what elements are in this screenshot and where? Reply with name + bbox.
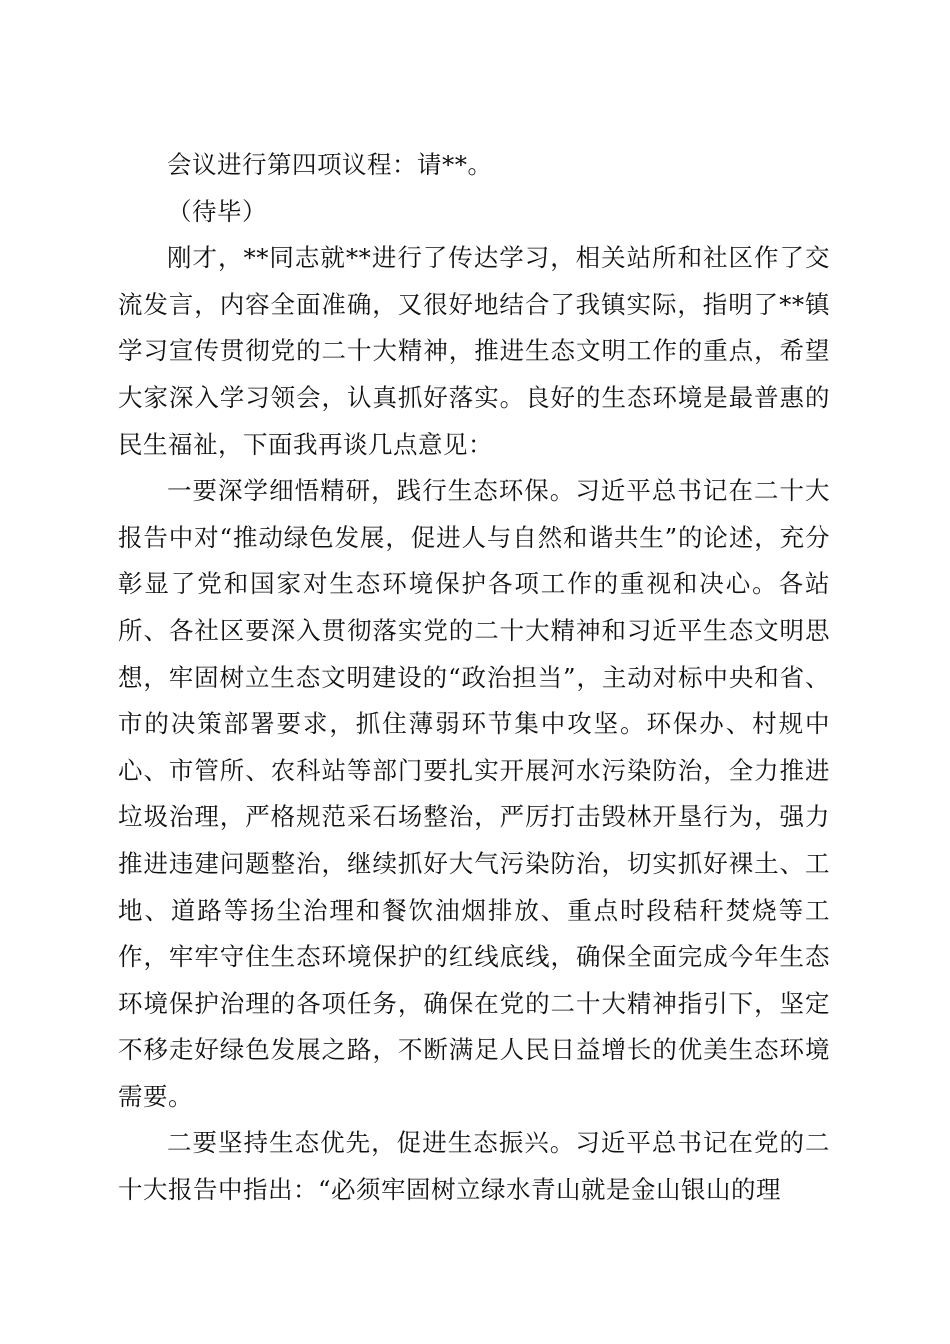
agenda-item-paragraph: 会议进行第四项议程：请**。 xyxy=(167,150,493,179)
summary-paragraph: 刚才，**同志就**进行了传达学习，相关站所和社区作了交流发言，内容全面准确，又很好地结合了我镇实际，指明了**镇学习宣传贯彻党的二十大精神，推进生态文明工作的重点，希望大家深入学习领会，认真抓好落实。良好的生态环境是最普惠的民生福祉，下面我再谈几点意见： xyxy=(118,243,830,459)
point-two-paragraph: 二要坚持生态优先，促进生态振兴。习近平总书记在党的二十大报告中指出：“必须牢固树立绿水青山就是金山银山的理 xyxy=(118,1128,830,1205)
point-one-paragraph: 一要深学细悟精研，践行生态环保。习近平总书记在二十大报告中对“推动绿色发展，促进人与自然和谐共生”的论述，充分彰显了党和国家对生态环境保护各项工作的重视和决心。各站所、各社区要深入贯彻落实党的二十大精神和习近平生态文明思想，牢固树立生态文明建设的“政治担当”，主动对标中央和省、市的决策部署要求，抓住薄弱环节集中攻坚。环保办、村规中心、市管所、农科站等部门要扎实开展河水污染防治，全力推进垃圾治理，严格规范采石场整治，严厉打击毁林开垦行为，强力推进违建问题整治，继续抓好大气污染防治，切实抓好裸土、工地、道路等扬尘治理和餐饮油烟排放、重点时段秸秆焚烧等工作，牢牢守住生态环境保护的红线底线，确保全面完成今年生态环境保护治理的各项任务，确保在党的二十大精神指引下，坚定不移走好绿色发展之路，不断满足人民日益增长的优美生态环境需要。 xyxy=(118,476,830,1111)
document-page xyxy=(118,142,830,1214)
pending-note-paragraph: （待毕） xyxy=(167,196,267,226)
